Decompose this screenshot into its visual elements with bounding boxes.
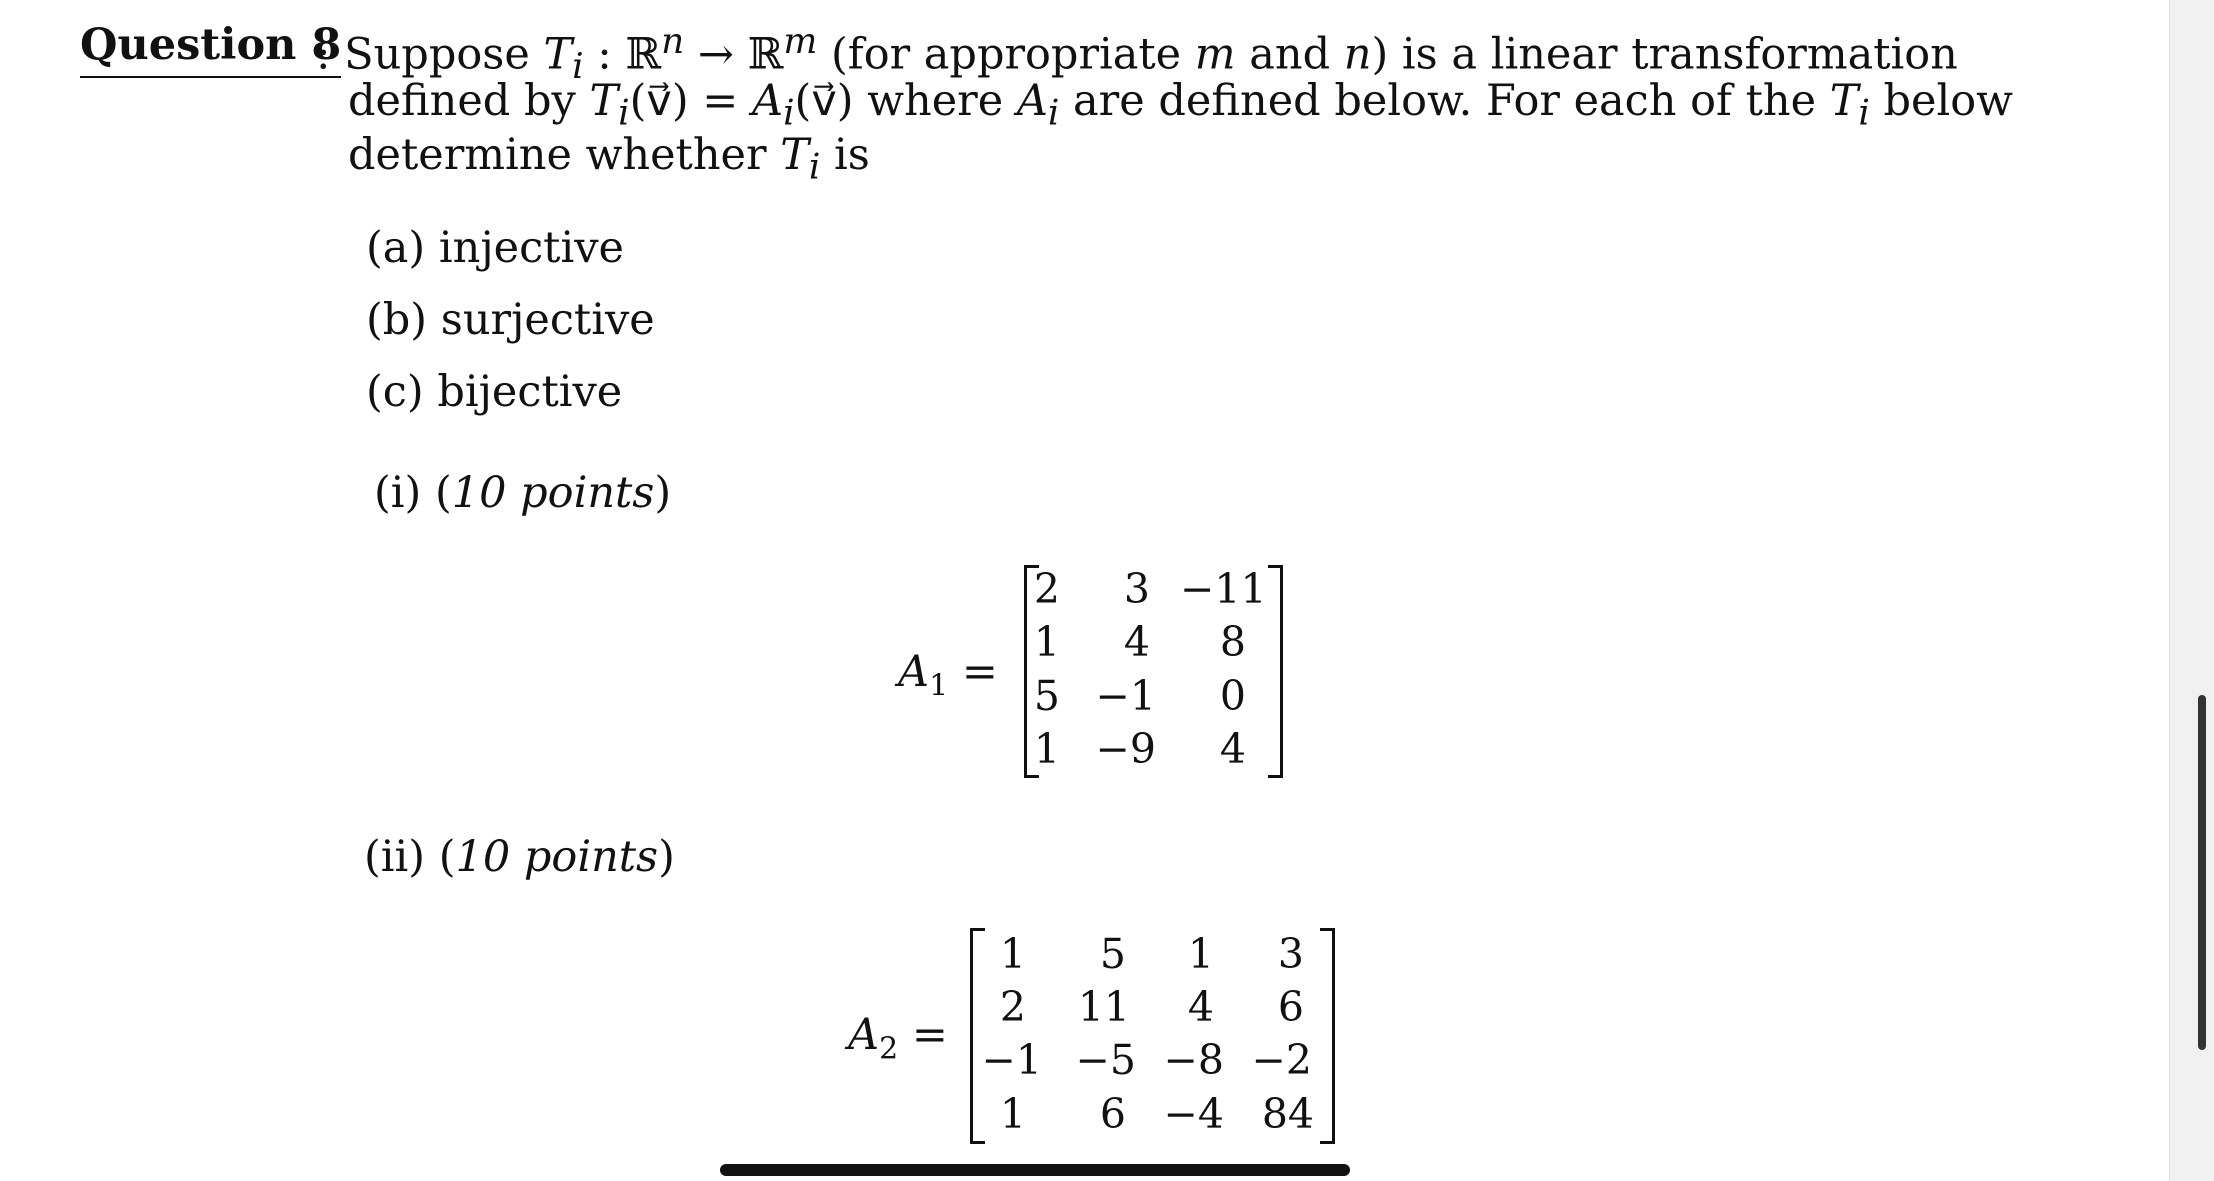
matrix-a2-cell: 11	[1077, 983, 1130, 1031]
option-c: (c) bijective	[366, 367, 623, 417]
matrix-a2-cell: 6	[1277, 983, 1304, 1031]
matrix-a2-cell: 1	[1187, 930, 1214, 978]
option-b: (b) surjective	[366, 295, 655, 345]
question-label-underline	[80, 20, 342, 78]
matrix-a2-cell: −8	[1163, 1036, 1224, 1084]
matrix-a2-cell: 5	[1099, 930, 1126, 978]
question-line-1: : Suppose $T_i$ : ℝ$^n$ → ℝ$^m$ (for appropriate m and n) is a linear transformation	[316, 21, 1958, 87]
matrix-a1-cell: 4	[1123, 618, 1150, 666]
matrix-a1-cell: −11	[1180, 565, 1267, 613]
matrix-a2-cell: 6	[1099, 1090, 1126, 1138]
matrix-a2-cell: 2	[999, 983, 1026, 1031]
scrollbar-thumb[interactable]	[2198, 695, 2206, 1050]
vertical-scrollbar[interactable]	[2169, 0, 2214, 1181]
matrix-a1-cell: −9	[1095, 725, 1156, 773]
matrix-a1-cell: −1	[1095, 672, 1156, 720]
matrix-a2-cell: −1	[981, 1036, 1042, 1084]
matrix-a1-cell: 8	[1219, 618, 1246, 666]
matrix-a2-cell: −4	[1163, 1090, 1224, 1138]
matrix-a1-cell: 1	[1033, 618, 1060, 666]
matrix-a1-cell: 4	[1219, 725, 1246, 773]
home-indicator-bar[interactable]	[720, 1164, 1350, 1176]
matrix-a2-cell: −2	[1251, 1036, 1312, 1084]
matrix-a1-label: $A_1$ =	[898, 647, 998, 704]
matrix-a2-label: $A_2$ =	[848, 1010, 948, 1067]
question-line-3: determine whether $T_i$ is	[348, 130, 870, 188]
part-i-heading: (i) (10 points)	[374, 468, 672, 518]
matrix-a2-cell: 1	[999, 1090, 1026, 1138]
matrix-a1-cell: 0	[1219, 672, 1246, 720]
question-line-2: defined by $T_i(v⃗)$ = $A_i(v⃗)$ where $A_i$ are defined below. For each of the $T_i$ below	[348, 76, 2013, 134]
matrix-a2-cell: 3	[1277, 930, 1304, 978]
matrix-a1-cell: 2	[1033, 565, 1060, 613]
matrix-a2-cell: 1	[999, 930, 1026, 978]
matrix-a1-cell: 1	[1033, 725, 1060, 773]
matrix-a2-right-bracket	[1320, 928, 1335, 1144]
part-ii-heading: (ii) (10 points)	[364, 832, 675, 882]
option-a: (a) injective	[366, 223, 624, 273]
matrix-a1-cell: 3	[1123, 565, 1150, 613]
matrix-a2-cell: −5	[1075, 1036, 1136, 1084]
matrix-a1-right-bracket	[1268, 565, 1283, 778]
question-label: Question 8	[80, 20, 342, 70]
matrix-a2-cell: 4	[1187, 983, 1214, 1031]
matrix-a1-cell: 5	[1033, 672, 1060, 720]
matrix-a2-cell: 84	[1261, 1090, 1314, 1138]
